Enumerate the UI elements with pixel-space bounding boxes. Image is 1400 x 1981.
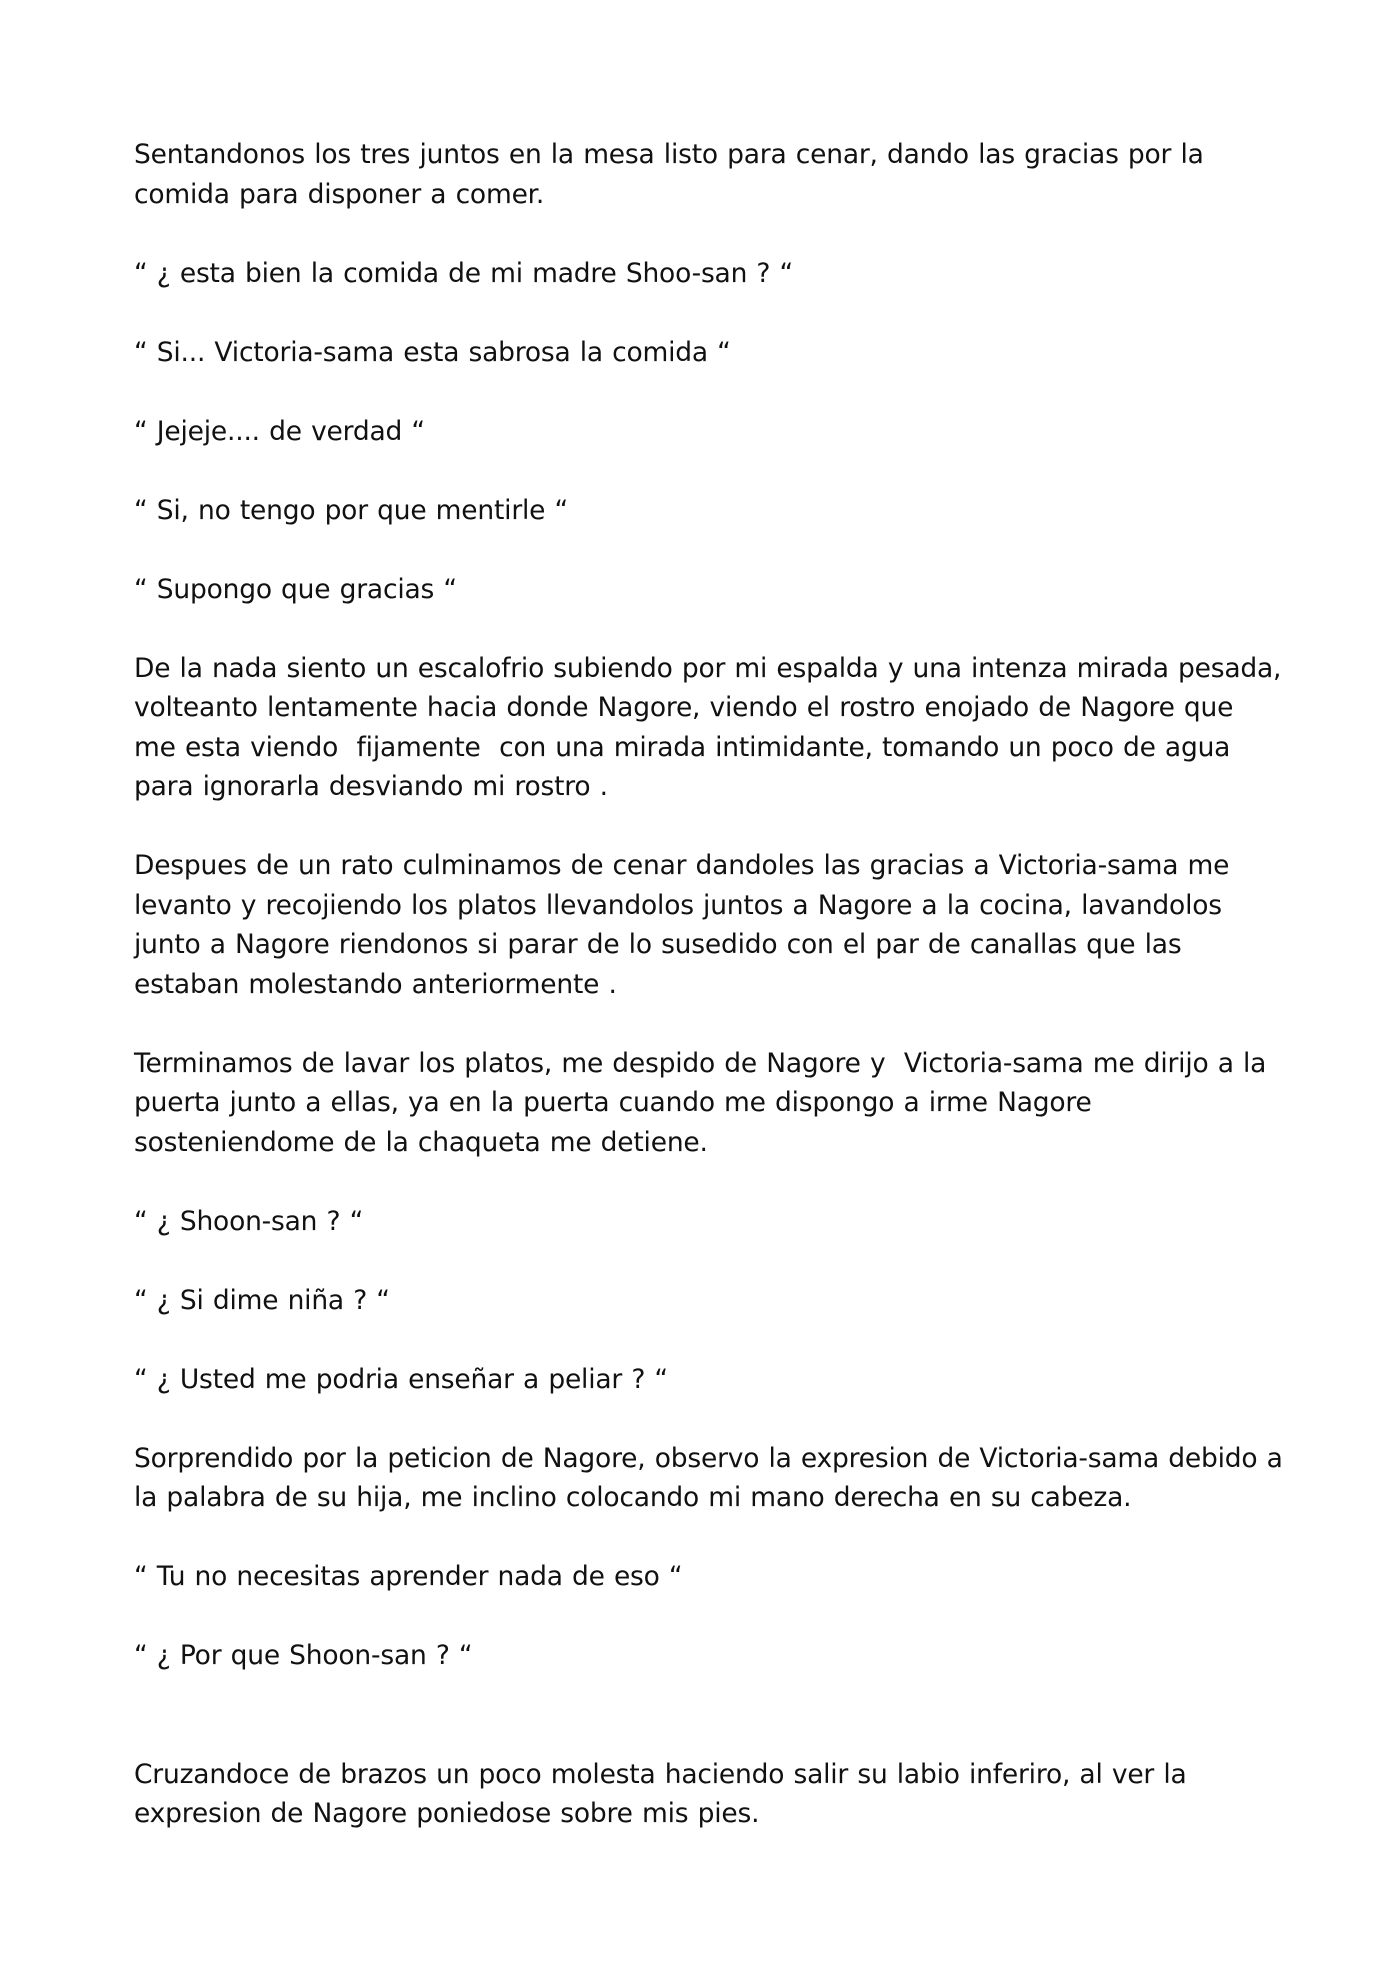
dialogue-line: “ ¿ Si dime niña ? “ xyxy=(134,1284,390,1316)
dialogue-line: “ Tu no necesitas aprender nada de eso “ xyxy=(134,1561,683,1592)
dialogue-line: “ ¿ Usted me podria enseñar a peliar ? “ xyxy=(134,1363,668,1395)
paragraph: Sorprendido por la peticion de Nagore, observo la expresion de Victoria-sama debido a la palabra de su hija, me inclino colocando mi mano derecha en su cabeza. xyxy=(134,1442,1292,1513)
paragraph: Terminamos de lavar los platos, me despido de Nagore y Victoria-sama me dirijo a la puerta junto a ellas, ya en la puerta cuando me dispongo a irme Nagore sosteniendome de la chaqueta me detiene. xyxy=(134,1047,1276,1158)
paragraph: De la nada siento un escalofrio subiendo por mi espalda y una intenza mirada pesada, volteanto lentamente hacia donde Nagore, viendo el rostro enojado de Nagore que me esta viendo fijamente con una mirada intimidante, tomando un poco de agua para ignorarla desviando mi rostro . xyxy=(134,652,1291,802)
dialogue-line: “ ¿ esta bien la comida de mi madre Shoo-san ? “ xyxy=(134,257,794,289)
dialogue-line: “ Jejeje.... de verdad “ xyxy=(134,415,425,447)
dialogue-line: “ Si, no tengo por que mentirle “ xyxy=(134,494,569,526)
paragraph: Sentandonos los tres juntos en la mesa listo para cenar, dando las gracias por la comida para disponer a comer. xyxy=(134,139,1213,210)
document-body xyxy=(134,135,1292,1873)
dialogue-line: “ ¿ Shoon-san ? “ xyxy=(134,1205,364,1237)
dialogue-line: “ Si... Victoria-sama esta sabrosa la comida “ xyxy=(134,336,731,368)
dialogue-line: “ ¿ Por que Shoon-san ? “ xyxy=(134,1640,473,1671)
paragraph: Cruzandoce de brazos un poco molesta haciendo salir su labio inferiro, al ver la expresion de Nagore poniedose sobre mis pies. xyxy=(134,1758,1196,1829)
dialogue-line: “ Supongo que gracias “ xyxy=(134,573,457,605)
paragraph: Despues de un rato culminamos de cenar dandoles las gracias a Victoria-sama me levanto y recojiendo los platos llevandolos juntos a Nagore a la cocina, lavandolos junto a Nagore riendonos si parar de lo susedido con el par de canallas que las estaban molestando anteriormente . xyxy=(134,850,1239,1000)
